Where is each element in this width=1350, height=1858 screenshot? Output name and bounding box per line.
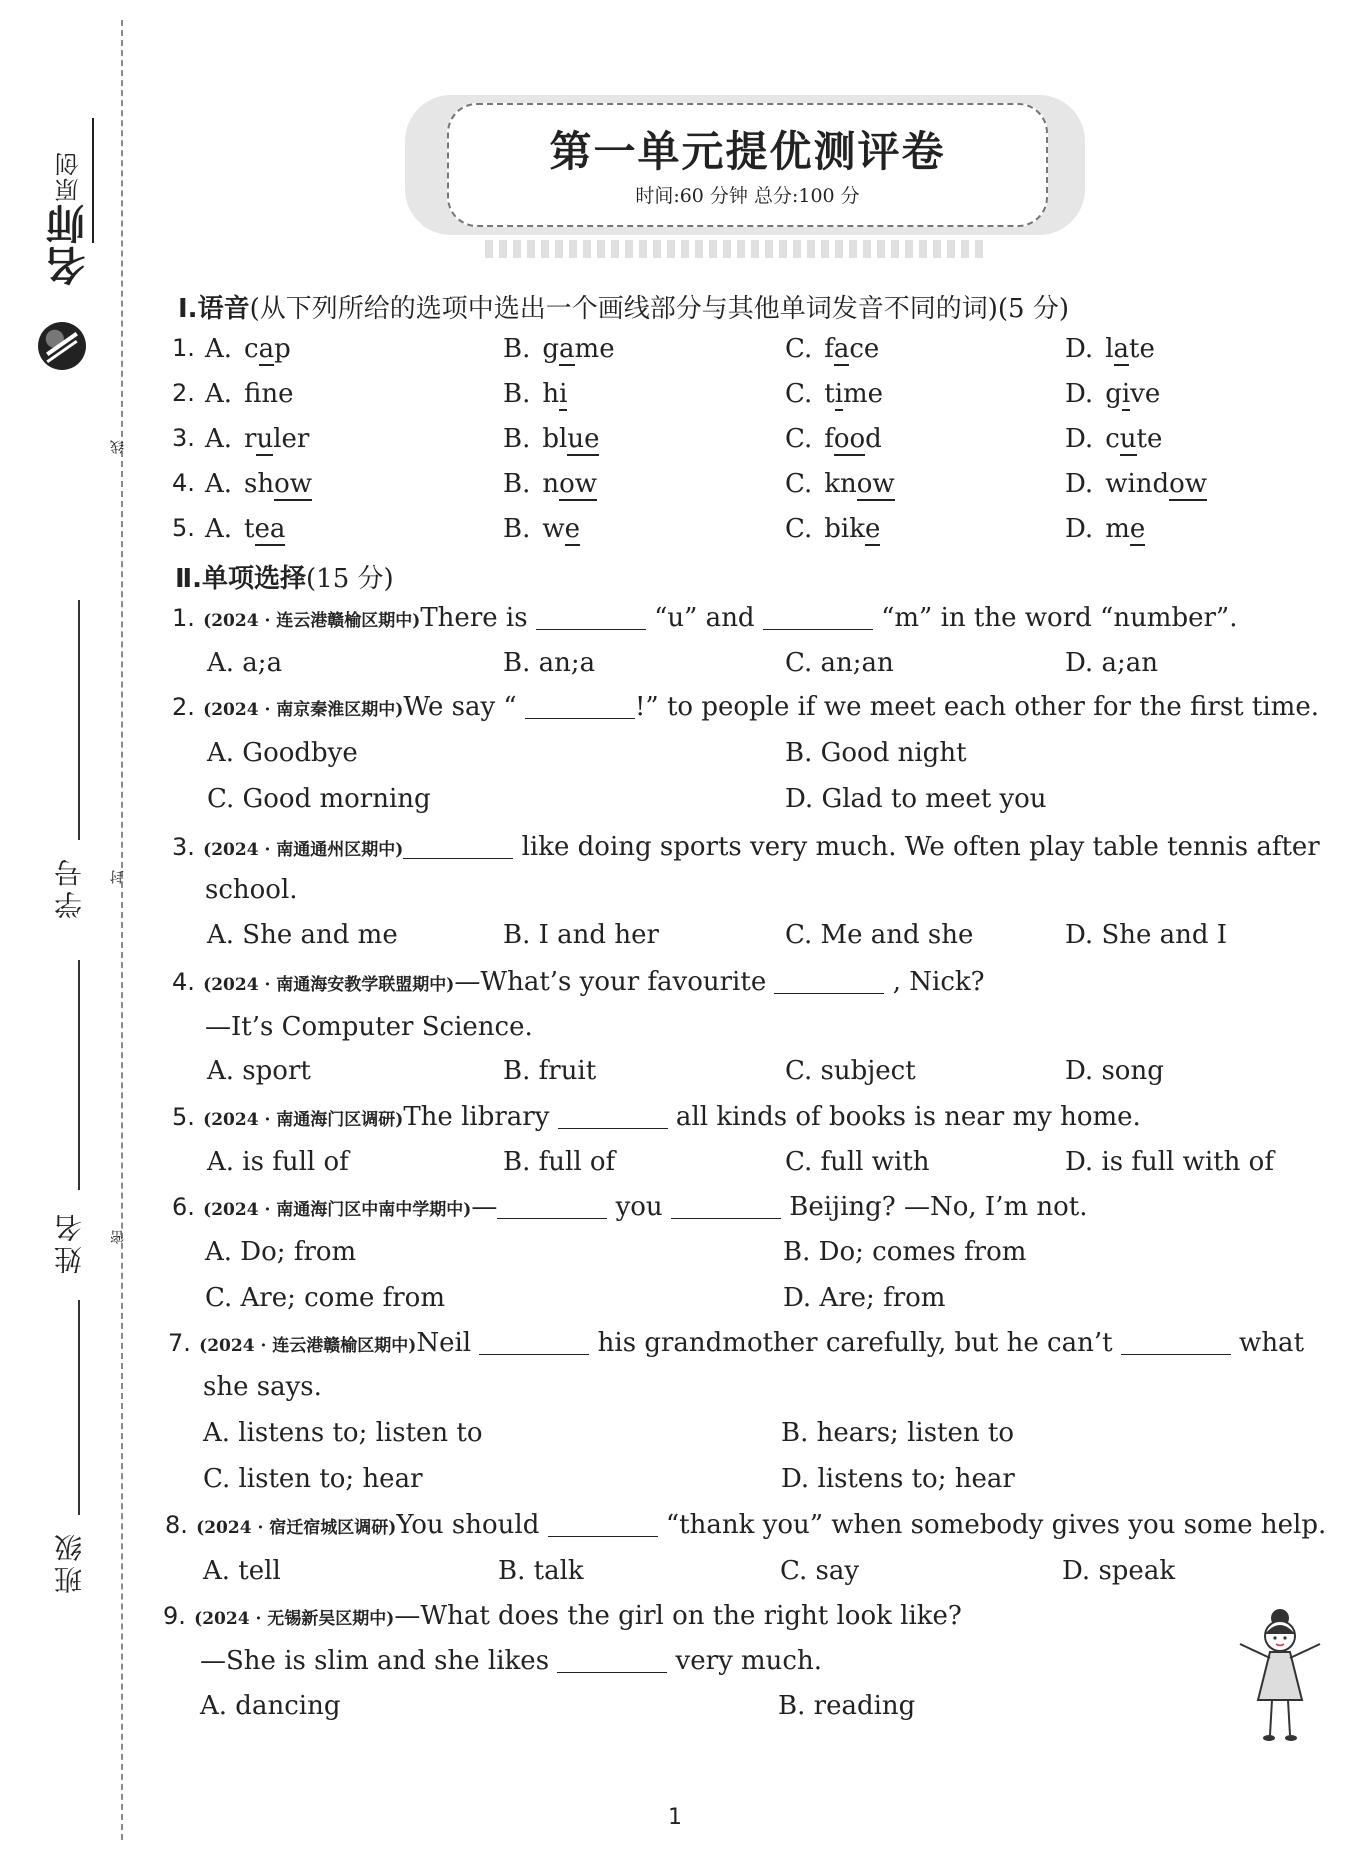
- q2-option-a[interactable]: A. Goodbye: [207, 738, 358, 768]
- phonics-option[interactable]: [1065, 379, 1160, 409]
- q8-option-c[interactable]: C. say: [780, 1556, 860, 1586]
- exam-time-score: 时间:60 分钟 总分:100 分: [635, 185, 860, 207]
- option-letter: D.: [1065, 379, 1094, 409]
- word-part: f: [824, 424, 834, 454]
- q6-option-c[interactable]: C. Are; come from: [205, 1283, 445, 1313]
- brand-logo-text: 名师原创: [45, 150, 92, 286]
- question-7-continued: she says.: [203, 1372, 322, 1402]
- question-7: 7. (2024 · 连云港赣榆区期中)Neil his grandmother carefully, but he can’t what: [168, 1328, 1305, 1358]
- option-letter: B.: [503, 424, 531, 454]
- question-9-reply: —She is slim and she likes very much.: [200, 1646, 822, 1676]
- word-part: me: [574, 334, 615, 364]
- word-part: f: [824, 334, 834, 364]
- q3-option-d[interactable]: D. She and I: [1065, 920, 1228, 950]
- phonics-option[interactable]: [205, 334, 291, 364]
- student-id-field[interactable]: [78, 600, 80, 840]
- answer-blank[interactable]: [548, 1512, 658, 1537]
- q1-option-b[interactable]: B. an;a: [503, 648, 596, 678]
- q3-option-c[interactable]: C. Me and she: [785, 920, 974, 950]
- phonics-option[interactable]: [785, 514, 880, 544]
- phonics-option[interactable]: [503, 334, 615, 364]
- binding-dashed-line: [121, 20, 123, 1840]
- word-part: kn: [824, 469, 857, 499]
- answer-blank[interactable]: [403, 834, 513, 859]
- q7-option-a[interactable]: A. listens to; listen to: [203, 1418, 483, 1448]
- q4-option-b[interactable]: B. fruit: [503, 1056, 597, 1086]
- option-letter: D.: [1065, 514, 1094, 544]
- option-letter: D.: [1065, 424, 1094, 454]
- word-part: r: [244, 424, 257, 454]
- answer-blank[interactable]: [525, 694, 635, 719]
- phonics-option[interactable]: [1065, 514, 1145, 544]
- word-part: g: [542, 334, 560, 364]
- q7-option-d[interactable]: D. listens to; hear: [781, 1464, 1015, 1494]
- word-part: t: [244, 514, 255, 544]
- word-part: c: [244, 334, 259, 364]
- question-3: 3. (2024 · 南通通州区期中) like doing sports very much. We often play table tennis after: [172, 832, 1320, 862]
- word-part: wind: [1105, 469, 1170, 499]
- phonics-question-number: 3.: [172, 424, 195, 452]
- q6-option-b[interactable]: B. Do; comes from: [783, 1237, 1027, 1267]
- q2-option-b[interactable]: B. Good night: [785, 738, 967, 768]
- option-letter: A.: [205, 514, 233, 544]
- word-part: sh: [244, 469, 275, 499]
- underlined-letters: ow: [856, 469, 895, 499]
- phonics-option[interactable]: [1065, 424, 1162, 454]
- underlined-letters: a: [258, 334, 275, 364]
- binding-mark-seal2: 密: [110, 1230, 126, 1244]
- word-part: bik: [824, 514, 865, 544]
- q3-option-b[interactable]: B. I and her: [503, 920, 659, 950]
- option-letter: C.: [785, 469, 813, 499]
- phonics-option[interactable]: [205, 514, 285, 544]
- q5-option-c[interactable]: C. full with: [785, 1147, 930, 1177]
- word-part: ce: [849, 334, 880, 364]
- answer-blank[interactable]: [774, 969, 884, 994]
- phonics-option[interactable]: [1065, 469, 1207, 499]
- phonics-option[interactable]: [205, 424, 309, 454]
- option-letter: C.: [785, 514, 813, 544]
- word-part: bl: [542, 424, 568, 454]
- answer-blank[interactable]: [558, 1104, 668, 1129]
- q8-option-b[interactable]: B. talk: [498, 1556, 584, 1586]
- page-number: 1: [668, 1805, 682, 1830]
- q5-option-d[interactable]: D. is full with of: [1065, 1147, 1274, 1177]
- phonics-option[interactable]: [785, 469, 895, 499]
- option-letter: A.: [205, 379, 233, 409]
- q1-option-d[interactable]: D. a;an: [1065, 648, 1158, 678]
- q4-option-c[interactable]: C. subject: [785, 1056, 916, 1086]
- phonics-option[interactable]: [785, 379, 883, 409]
- question-3-continued: school.: [205, 875, 298, 905]
- page-title: 第一单元提优测评卷: [549, 127, 946, 176]
- phonics-question-number: 4.: [172, 469, 195, 497]
- phonics-option[interactable]: [503, 514, 580, 544]
- underlined-letters: a: [1113, 334, 1130, 364]
- answer-blank[interactable]: [1121, 1330, 1231, 1355]
- underlined-letters: ow: [1169, 469, 1208, 499]
- phonics-option[interactable]: [503, 379, 567, 409]
- underlined-letters: i: [834, 379, 844, 409]
- question-1: 1. (2024 · 连云港赣榆区期中)There is “u” and “m” in the word “number”.: [172, 603, 1238, 633]
- option-letter: B.: [503, 334, 531, 364]
- underlined-letters: i: [559, 379, 568, 409]
- q6-option-d[interactable]: D. Are; from: [783, 1283, 946, 1313]
- option-letter: B.: [503, 514, 531, 544]
- question-2: 2. (2024 · 南京秦淮区期中)We say “ !” to people if we meet each other for the first time.: [172, 692, 1319, 722]
- word-part: h: [542, 379, 560, 409]
- option-letter: D.: [1065, 469, 1094, 499]
- class-label: 班级: [53, 1530, 86, 1594]
- phonics-question-number: 5.: [172, 514, 195, 542]
- question-9: 9. (2024 · 无锡新吴区期中)—What does the girl on the right look like?: [163, 1601, 962, 1631]
- q1-option-a[interactable]: A. a;a: [207, 648, 283, 678]
- title-decoration: [485, 240, 985, 258]
- answer-blank[interactable]: [671, 1194, 781, 1219]
- word-part: te: [1136, 424, 1163, 454]
- binding-mark-seal: 封: [110, 870, 126, 884]
- question-8: 8. (2024 · 宿迁宿城区调研)You should “thank you” when somebody gives you some help.: [165, 1510, 1327, 1540]
- section-2-heading: Ⅱ.单项选择(15 分): [175, 564, 394, 594]
- option-letter: A.: [205, 334, 233, 364]
- q5-option-b[interactable]: B. full of: [503, 1147, 616, 1177]
- word-part: me: [843, 379, 884, 409]
- q2-option-d[interactable]: D. Glad to meet you: [785, 784, 1047, 814]
- word-part: g: [1105, 379, 1122, 409]
- word-part: m: [1105, 514, 1130, 544]
- underlined-letters: oo: [833, 424, 866, 454]
- q5-option-a[interactable]: A. is full of: [207, 1147, 349, 1177]
- student-name-label: 姓名: [53, 1210, 86, 1274]
- word-part: ve: [1130, 379, 1161, 409]
- word-part: t: [824, 379, 835, 409]
- option-letter: D.: [1065, 334, 1094, 364]
- word-part: d: [865, 424, 882, 454]
- option-letter: B.: [503, 379, 531, 409]
- phonics-question-number: 1.: [172, 334, 195, 362]
- word-part: te: [1129, 334, 1155, 364]
- phonics-option[interactable]: [205, 379, 294, 409]
- question-4-reply: —It’s Computer Science.: [205, 1012, 533, 1042]
- underlined-letters: i: [1121, 379, 1131, 409]
- q9-option-a[interactable]: A. dancing: [200, 1691, 341, 1721]
- option-letter: C.: [785, 424, 813, 454]
- section-1-heading: Ⅰ.语音(从下列所给的选项中选出一个画线部分与其他单词发音不同的词)(5 分): [178, 294, 1069, 324]
- word-part: p: [274, 334, 291, 364]
- answer-blank[interactable]: [763, 605, 873, 630]
- option-letter: C.: [785, 379, 813, 409]
- dancing-girl-illustration: [1220, 1600, 1330, 1750]
- word-part: f: [244, 379, 262, 409]
- phonics-option[interactable]: [1065, 334, 1155, 364]
- title-box: [447, 103, 1048, 227]
- q8-option-d[interactable]: D. speak: [1062, 1556, 1176, 1586]
- q7-option-b[interactable]: B. hears; listen to: [781, 1418, 1014, 1448]
- phonics-question-number: 2.: [172, 379, 195, 407]
- underlined-letters: u: [256, 424, 274, 454]
- class-field[interactable]: [78, 1300, 80, 1515]
- phonics-option[interactable]: [503, 469, 597, 499]
- option-letter: B.: [503, 469, 531, 499]
- q4-option-a[interactable]: A. sport: [207, 1056, 311, 1086]
- q8-option-a[interactable]: A. tell: [203, 1556, 281, 1586]
- word-part: ler: [273, 424, 310, 454]
- option-letter: A.: [205, 469, 233, 499]
- phonics-option[interactable]: [785, 424, 882, 454]
- q6-option-a[interactable]: A. Do; from: [205, 1237, 357, 1267]
- question-6: 6. (2024 · 南通海门区中南中学期中)— you Beijing? —No, I’m not.: [172, 1192, 1088, 1222]
- underlined-letters: e: [564, 514, 581, 544]
- word-part: c: [1105, 424, 1120, 454]
- brand-logo-icon: [38, 322, 86, 370]
- q3-option-a[interactable]: A. She and me: [207, 920, 398, 950]
- underlined-letters: ow: [559, 469, 598, 499]
- q1-option-c[interactable]: C. an;an: [785, 648, 894, 678]
- word-part: l: [1105, 334, 1114, 364]
- phonics-option[interactable]: [205, 469, 312, 499]
- underlined-letters: ow: [274, 469, 313, 499]
- q4-option-d[interactable]: D. song: [1065, 1056, 1164, 1086]
- word-part: w: [542, 514, 565, 544]
- question-4: 4. (2024 · 南通海安教学联盟期中)—What’s your favourite , Nick?: [172, 967, 985, 997]
- answer-blank[interactable]: [557, 1648, 667, 1673]
- underlined-letters: a: [833, 334, 850, 364]
- word-part: n: [542, 469, 560, 499]
- question-5: 5. (2024 · 南通海门区调研)The library all kinds of books is near my home.: [172, 1102, 1141, 1132]
- underlined-letters: a: [559, 334, 575, 364]
- word-part: ne: [261, 379, 294, 409]
- underlined-letters: ue: [567, 424, 600, 454]
- q9-option-b[interactable]: B. reading: [778, 1691, 916, 1721]
- phonics-option[interactable]: [785, 334, 879, 364]
- answer-blank[interactable]: [479, 1330, 589, 1355]
- answer-blank[interactable]: [536, 605, 646, 630]
- option-letter: A.: [205, 424, 233, 454]
- underlined-letters: e: [864, 514, 881, 544]
- option-letter: C.: [785, 334, 813, 364]
- q2-option-c[interactable]: C. Good morning: [207, 784, 431, 814]
- q7-option-c[interactable]: C. listen to; hear: [203, 1464, 423, 1494]
- student-name-field[interactable]: [78, 960, 80, 1190]
- binding-mark-line: 线: [110, 440, 126, 454]
- student-id-label: 学号: [53, 855, 86, 919]
- underlined-letters: e: [1129, 514, 1146, 544]
- phonics-option[interactable]: [503, 424, 599, 454]
- answer-blank[interactable]: [497, 1194, 607, 1219]
- underlined-letters: ea: [254, 514, 286, 544]
- underlined-letters: u: [1119, 424, 1137, 454]
